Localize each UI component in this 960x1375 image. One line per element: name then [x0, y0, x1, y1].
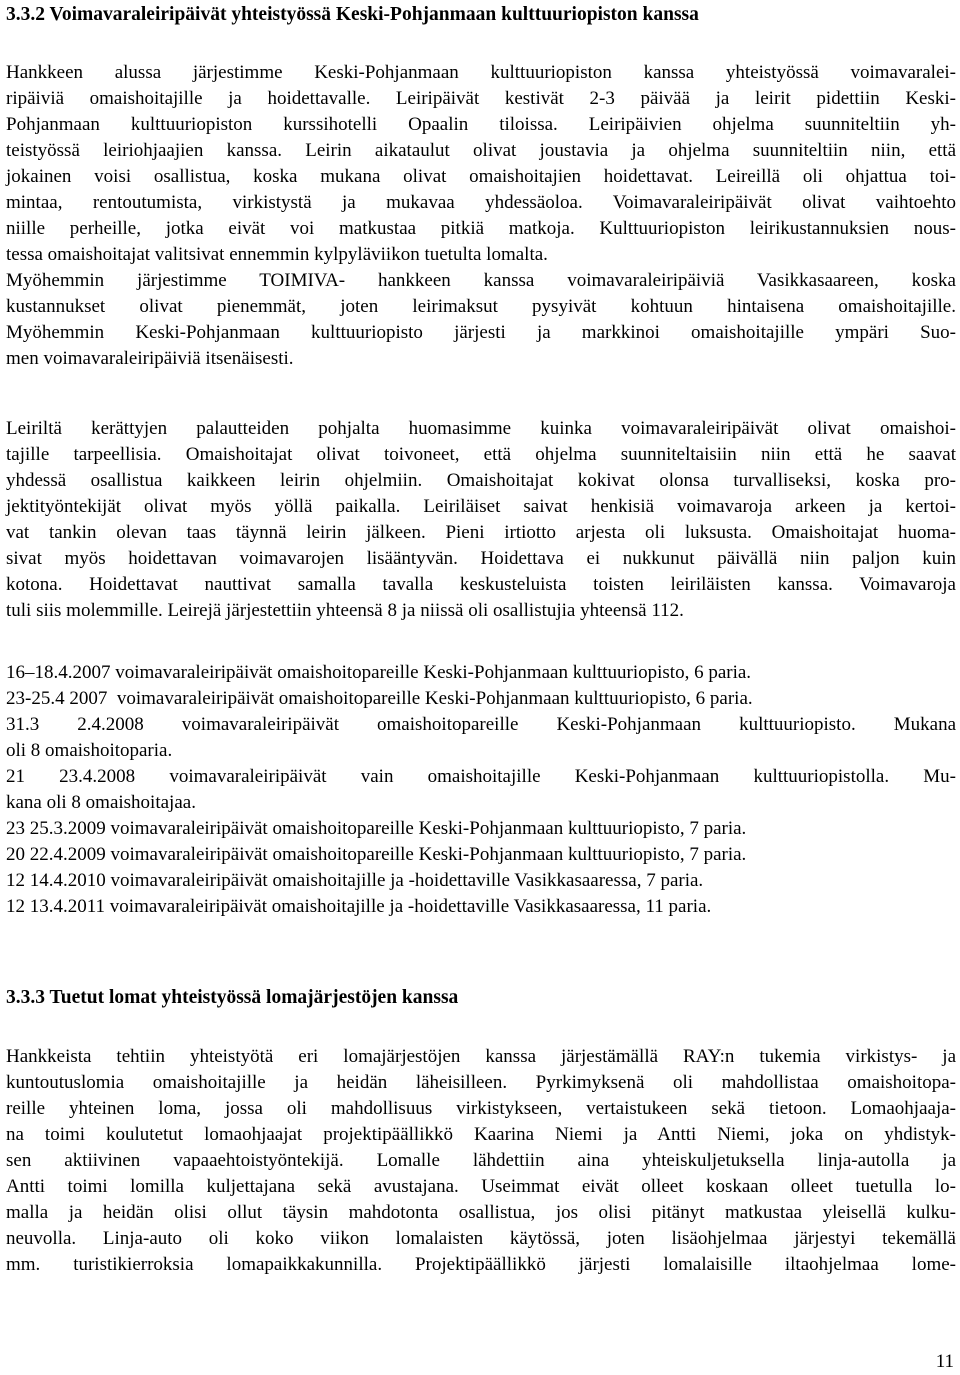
section-heading-3-3-2: 3.3.2 Voimavaraleiripäivät yhteistyössä Keski-Pohjanmaan kulttuuriopiston kanssa: [6, 4, 699, 25]
text-line: tuli siis molemmille. Leirejä järjestettiin yhteensä 8 ja niissä oli osallistujia yhteensä 112.: [6, 600, 684, 621]
text-line: reille yhteinen loma, jossa oli mahdollisuus virkistykseen, vertaistukeen sekä tietoon. Lomaohjaaja-: [6, 1098, 956, 1119]
section-heading-3-3-3: 3.3.3 Tuetut lomat yhteistyössä lomajärjestöjen kanssa: [6, 987, 459, 1008]
list-item: 12 13.4.2011 voimavaraleiripäivät omaishoitajille ja -hoidettaville Vasikkasaaressa, 11 paria.: [6, 896, 712, 917]
text-line: men voimavaraleiripäiviä itsenäisesti.: [6, 348, 294, 369]
text-line: kustannukset olivat pienemmät, joten leirimaksut pysyivät kohtuun hintaisena omaishoitajille.: [6, 296, 956, 317]
list-item: 23 25.3.2009 voimavaraleiripäivät omaishoitopareille Keski-Pohjanmaan kulttuuriopisto, 7 paria.: [6, 818, 747, 839]
text-line: mintaa, rentoutumista, virkistystä ja mukavaa yhdessäoloa. Voimavaraleiripäivät olivat vaihtoehto: [6, 192, 956, 213]
list-item: 16–18.4.2007 voimavaraleiripäivät omaishoitopareille Keski-Pohjanmaan kulttuuriopisto, 6 paria.: [6, 662, 752, 683]
text-line: kotona. Hoidettavat nauttivat samalla tavalla keskusteluista toisten leiriläisten kanssa. Voimavaroja: [6, 574, 956, 595]
list-item: 21 23.4.2008 voimavaraleiripäivät vain omaishoitajille Keski-Pohjanmaan kulttuuriopistolla. Mu-: [6, 766, 956, 787]
list-item: 31.3 2.4.2008 voimavaraleiripäivät omaishoitopareille Keski-Pohjanmaan kulttuuriopisto. Mukana: [6, 714, 956, 735]
text-line: ripäiviä omaishoitajille ja hoidettavalle. Leiripäivät kestivät 2-3 päivää ja leirit pidettiin Keski-: [6, 88, 956, 109]
text-line: kuntoutuslomia omaishoitajille ja heidän läheisilleen. Pyrkimyksenä oli mahdollistaa omaishoitopa-: [6, 1072, 956, 1093]
text-line: Hankkeen alussa järjestimme Keski-Pohjanmaan kulttuuriopiston kanssa yhteistyössä voimavaralei-: [6, 62, 956, 83]
list-item: oli 8 omaishoitoparia.: [6, 740, 173, 761]
list-item: 12 14.4.2010 voimavaraleiripäivät omaishoitajille ja -hoidettaville Vasikkasaaressa, 7 paria.: [6, 870, 704, 891]
text-line: Pohjanmaan kulttuuriopiston kurssihotelli Opaalin tiloissa. Leiripäivien ohjelma suunniteltiin yh-: [6, 114, 956, 135]
text-line: Myöhemmin Keski-Pohjanmaan kulttuuriopisto järjesti ja markkinoi omaishoitajille ympäri Suo-: [6, 322, 956, 343]
text-line: tajille tarpeellisia. Omaishoitajat olivat toivoneet, että ohjelma suunniteltaisiin niin että he saavat: [6, 444, 956, 465]
text-line: na toimi koulutetut lomaohjaajat projektipäällikkö Kaarina Niemi ja Antti Niemi, joka on yhdistyk-: [6, 1124, 956, 1145]
page-number: 11: [935, 1351, 954, 1372]
text-line: malla ja heidän olisi ollut täysin mahdotonta osallistua, jos olisi pitänyt matkustaa yleisellä kulku-: [6, 1202, 956, 1223]
text-line: tessa omaishoitajat valitsivat ennemmin kylpyläviikon tuetulta lomalta.: [6, 244, 548, 265]
text-line: Myöhemmin järjestimme TOIMIVA- hankkeen kanssa voimavaraleiripäiviä Vasikkasaareen, koska: [6, 270, 956, 291]
text-line: jektityöntekijät olivat myös yöllä paikalla. Leiriläiset saivat henkisiä voimavaroja arkeen ja kertoi-: [6, 496, 956, 517]
text-line: mm. turistikierroksia lomapaikkakunnilla. Projektipäällikkö järjesti lomalaisille iltaohjelmaa lome-: [6, 1254, 956, 1275]
list-item: 20 22.4.2009 voimavaraleiripäivät omaishoitopareille Keski-Pohjanmaan kulttuuriopisto, 7 paria.: [6, 844, 747, 865]
text-line: niille perheille, jotka eivät voi matkustaa pitkiä matkoja. Kulttuuriopiston leirikustannuksien nous-: [6, 218, 956, 239]
text-line: Hankkeista tehtiin yhteistyötä eri lomajärjestöjen kanssa järjestämällä RAY:n tukemia virkistys- ja: [6, 1046, 956, 1067]
text-line: jokainen voisi osallistua, koska mukana olivat omaishoitajien hoidettavat. Leireillä oli ohjattua toi-: [6, 166, 956, 187]
text-line: sen aktiivinen vapaaehtoistyöntekijä. Lomalle lähdettiin aina yhteiskuljetuksella linja-autolla ja: [6, 1150, 956, 1171]
text-line: vat tankin olevan taas täynnä leirin jälkeen. Pieni irtiotto arjesta oli luksusta. Omaishoitajat huoma-: [6, 522, 956, 543]
text-line: Leiriltä kerättyjen palautteiden pohjalta huomasimme kuinka voimavaraleiripäivät olivat omaishoi-: [6, 418, 956, 439]
text-line: teistyössä leiriohjaajien kanssa. Leirin aikataulut olivat joustavia ja ohjelma suunniteltiin niin, että: [6, 140, 956, 161]
list-item: 23-25.4 2007 voimavaraleiripäivät omaishoitopareille Keski-Pohjanmaan kulttuuriopisto, 6 paria.: [6, 688, 753, 709]
text-line: yhdessä osallistua kaikkeen leirin ohjelmiin. Omaishoitajat kokivat olonsa turvalliseksi, koska pro-: [6, 470, 956, 491]
text-line: sivat myös hoidettavan voimavarojen lisääntyvän. Hoidettava ei nukkunut päivällä niin paljon kuin: [6, 548, 956, 569]
text-line: neuvolla. Linja-auto oli koko viikon lomalaisten käytössä, joten lisäohjelmaa järjestyi tekemällä: [6, 1228, 956, 1249]
list-item: kana oli 8 omaishoitajaa.: [6, 792, 196, 813]
text-line: Antti toimi lomilla kuljettajana sekä avustajana. Useimmat eivät olleet koskaan olleet tuetulla lo-: [6, 1176, 956, 1197]
